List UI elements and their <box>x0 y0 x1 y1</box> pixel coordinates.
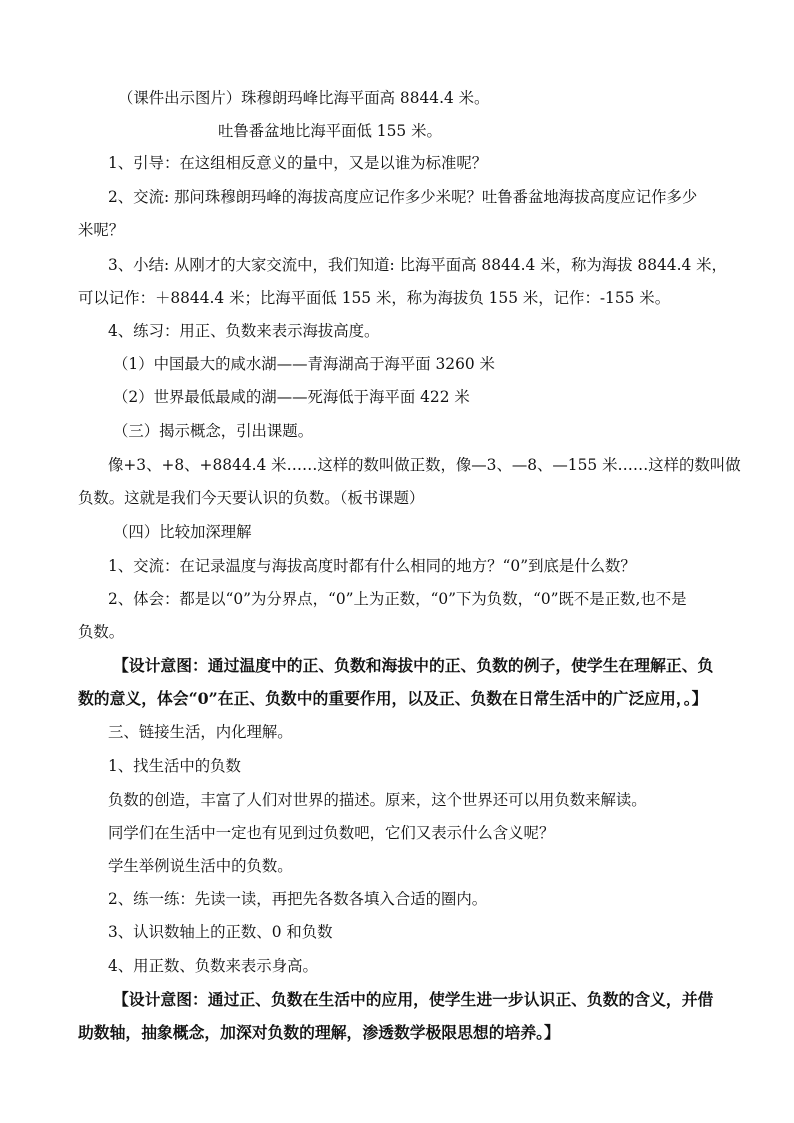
text-line: 米呢？ <box>78 221 125 239</box>
text-line: 吐鲁番盆地比海平面低 155 米。 <box>218 122 442 140</box>
text-line: （课件出示图片）珠穆朗玛峰比海平面高 8844.4 米。 <box>118 89 490 107</box>
text-line: 可以记作：＋8844.4 米；比海平面低 155 米，称为海拔负 155 米，记作：-155 米。 <box>78 289 671 307</box>
text-line: 2、体会：都是以“0”为分界点，“0”上为正数，“0”下为负数，“0”既不是正数,也不是 <box>108 590 687 608</box>
text-line: （2）世界最低最咸的湖——死海低于海平面 422 米 <box>113 388 470 406</box>
text-line: 负数的创造，丰富了人们对世界的描述。原来，这个世界还可以用负数来解读。 <box>108 791 647 809</box>
design-intent-line: 【设计意图：通过正、负数在生活中的应用，使学生进一步认识正、负数的含义，并借 <box>113 990 714 1009</box>
text-line: （三）揭示概念，引出课题。 <box>113 422 314 440</box>
text-line: 3、小结: 从刚才的大家交流中，我们知道: 比海平面高 8844.4 米，称为海拔 8844.4 米， <box>108 256 727 274</box>
text-line: 2、练一练：先读一读，再把先各数各填入合适的圈内。 <box>108 890 488 908</box>
text-line: 2、交流: 那问珠穆朗玛峰的海拔高度应记作多少米呢？吐鲁番盆地海拔高度应记作多少 <box>108 188 698 206</box>
design-intent-line: 助数轴，抽象概念，加深对负数的理解，渗透数学极限思想的培养。】 <box>78 1023 560 1042</box>
text-line: 同学们在生活中一定也有见到过负数吧，它们又表示什么含义呢？ <box>108 824 555 842</box>
text-line: 负数。这就是我们今天要认识的负数。（板书课题） <box>78 489 425 507</box>
section-heading: 三、链接生活，内化理解。 <box>108 723 293 741</box>
design-intent-line: 【设计意图：通过温度中的正、负数和海拔中的正、负数的例子，使学生在理解正、负 <box>113 656 714 675</box>
text-line: 1、交流：在记录温度与海拔高度时都有什么相同的地方？“0”到底是什么数？ <box>108 557 636 575</box>
text-line: 学生举例说生活中的负数。 <box>108 857 293 875</box>
text-line: 4、用正数、负数来表示身高。 <box>108 957 318 975</box>
text-line: 4、练习：用正、负数来表示海拔高度。 <box>108 322 380 340</box>
text-line: （四）比较加深理解 <box>113 523 252 541</box>
text-line: 1、引导：在这组相反意义的量中，又是以谁为标准呢？ <box>108 154 488 172</box>
text-line: 1、找生活中的负数 <box>108 757 241 775</box>
text-line: 负数。 <box>78 623 125 641</box>
design-intent-line: 数的意义，体会“0”在正、负数中的重要作用，以及正、负数在日常生活中的广泛应用，。】 <box>78 689 708 708</box>
text-line: 像+3、+8、+8844.4 米……这样的数叫做正数，像—3、—8、—155 米……这样的数叫做 <box>108 456 741 474</box>
text-line: 3、认识数轴上的正数、0 和负数 <box>108 923 333 941</box>
text-line: （1）中国最大的咸水湖——青海湖高于海平面 3260 米 <box>113 355 495 373</box>
